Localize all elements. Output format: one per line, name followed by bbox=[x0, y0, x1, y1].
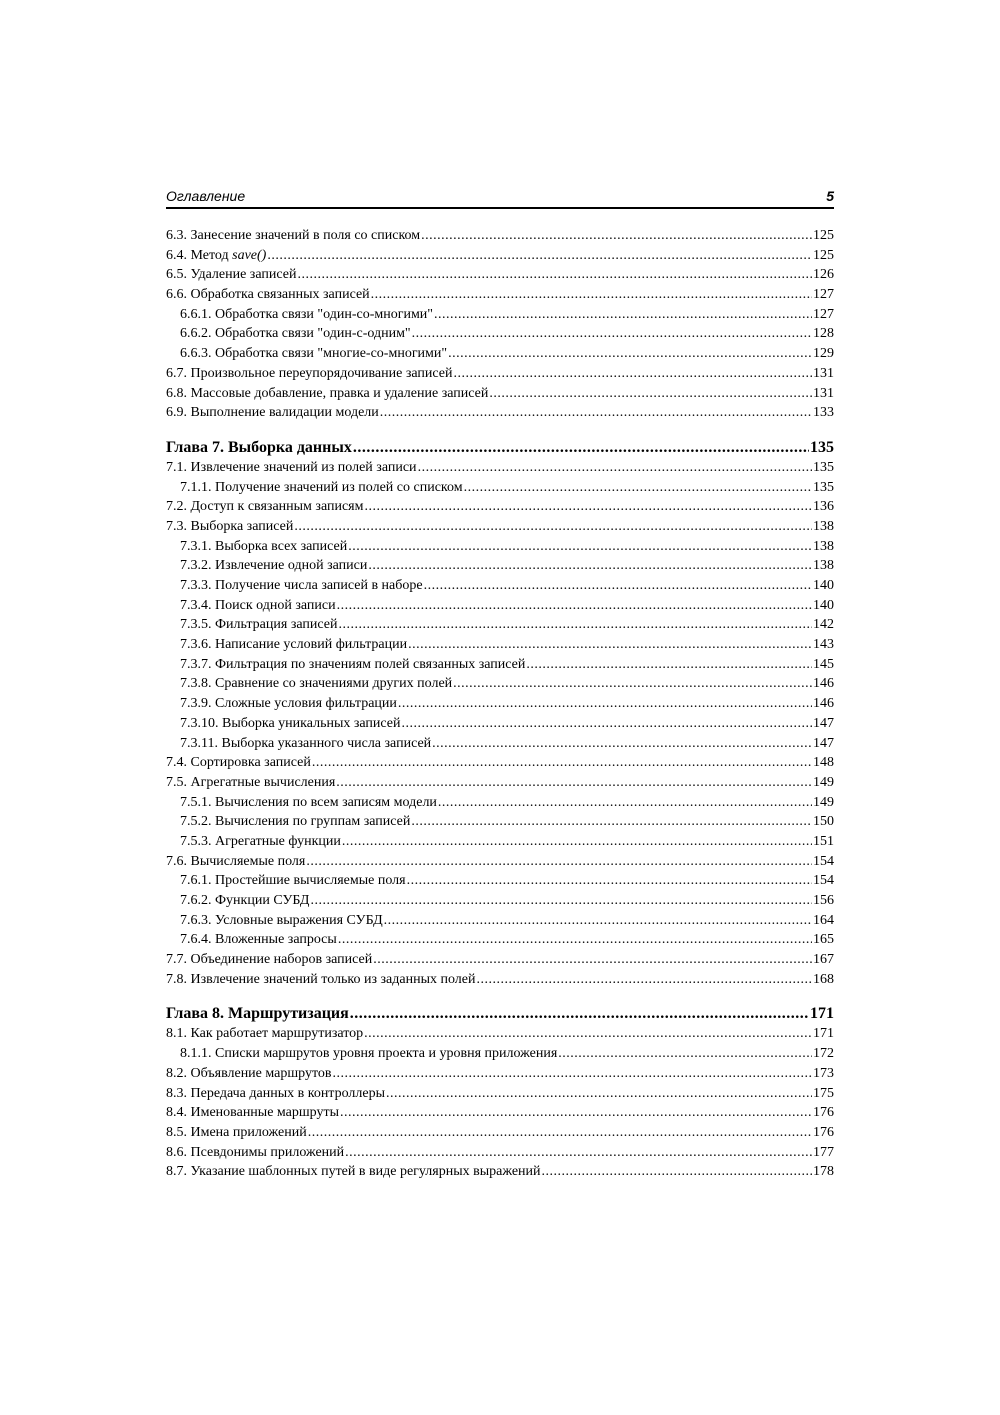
toc-entry-label: 7.3.9. Сложные условия фильтрации bbox=[180, 696, 397, 712]
toc-leader bbox=[476, 970, 812, 990]
toc-entry-page: 176 bbox=[813, 1124, 834, 1140]
toc-entry-page: 142 bbox=[813, 617, 834, 633]
toc-leader bbox=[418, 458, 812, 478]
toc-entry-label: 8.1. Как работает маршрутизатор bbox=[166, 1026, 364, 1042]
toc-entry[interactable] bbox=[166, 305, 834, 325]
toc-entry[interactable] bbox=[166, 403, 834, 423]
toc-entry[interactable] bbox=[166, 1162, 834, 1182]
toc-entry-label: 6.3. Занесение значений в поля со списком bbox=[166, 228, 421, 243]
toc-entry-page: 135 bbox=[813, 479, 834, 495]
toc-entry[interactable] bbox=[166, 384, 834, 404]
toc-entry-page: 177 bbox=[813, 1144, 834, 1160]
toc-entry-label: 7.6.2. Функции СУБД bbox=[180, 893, 310, 908]
toc-entry-label: 7.6.4. Вложенные запросы bbox=[180, 932, 337, 948]
toc-entry-label: 7.1.1. Получение значений из полей со списком bbox=[180, 479, 463, 495]
toc-entry[interactable] bbox=[166, 1103, 834, 1123]
toc-entry-page: 171 bbox=[813, 1026, 834, 1042]
toc-leader bbox=[340, 1103, 812, 1123]
toc-entry-page: 173 bbox=[813, 1065, 834, 1081]
toc-leader bbox=[336, 773, 812, 793]
toc-entry-page: 136 bbox=[813, 499, 834, 515]
toc-entry-label: 7.4. Сортировка записей bbox=[166, 755, 311, 771]
toc-leader bbox=[353, 437, 809, 458]
toc-leader bbox=[526, 655, 812, 675]
toc-leader bbox=[338, 930, 812, 950]
toc-entry-label: 6.9. Выполнение валидации модели bbox=[166, 405, 379, 421]
toc-entry-label: 6.6.1. Обработка связи "один-со-многими" bbox=[180, 306, 434, 322]
toc-leader bbox=[453, 674, 812, 694]
toc-entry-label: 7.5.2. Вычисления по группам записей bbox=[180, 814, 411, 830]
toc-entry[interactable] bbox=[166, 930, 834, 950]
running-header bbox=[166, 187, 834, 209]
toc-entry[interactable] bbox=[166, 674, 834, 694]
toc-entry[interactable] bbox=[166, 1123, 834, 1143]
toc-leader bbox=[448, 344, 812, 364]
toc-leader bbox=[489, 384, 812, 404]
toc-entry[interactable] bbox=[166, 1143, 834, 1163]
toc-entry-label: 7.3.1. Выборка всех записей bbox=[180, 538, 348, 554]
toc-entry[interactable] bbox=[166, 655, 834, 675]
toc-entry-label: 7.3.10. Выборка уникальных записей bbox=[180, 715, 401, 731]
toc-entry-page: 135 bbox=[813, 459, 834, 475]
toc-leader bbox=[542, 1162, 812, 1182]
toc-leader bbox=[371, 285, 812, 305]
toc-entry[interactable] bbox=[166, 753, 834, 773]
toc-entry-page: 138 bbox=[813, 558, 834, 574]
toc-entry[interactable] bbox=[166, 773, 834, 793]
toc-entry[interactable] bbox=[166, 576, 834, 596]
toc-entry-page: 176 bbox=[813, 1105, 834, 1121]
toc-entry-page: 149 bbox=[813, 794, 834, 810]
toc-leader bbox=[310, 891, 812, 911]
toc-entry-page: 147 bbox=[813, 735, 834, 751]
toc-entry-label: 6.5. Удаление записей bbox=[166, 267, 297, 283]
toc-entry-page: 168 bbox=[813, 971, 834, 987]
toc-entry[interactable] bbox=[166, 1024, 834, 1044]
toc-leader bbox=[384, 911, 812, 931]
toc-leader bbox=[342, 832, 812, 852]
toc-entry-label: 8.1.1. Списки маршрутов уровня проекта и уровня приложения bbox=[180, 1046, 558, 1062]
toc-entry-page: 165 bbox=[813, 932, 834, 948]
toc-entry-page: 133 bbox=[813, 405, 834, 421]
toc-leader bbox=[434, 305, 812, 325]
toc-entry-label: 7.5.3. Агрегатные функции bbox=[180, 833, 341, 849]
toc-leader bbox=[338, 615, 812, 635]
toc-leader bbox=[402, 714, 813, 734]
toc-entry-label: 7.2. Доступ к связанным записям bbox=[166, 499, 364, 515]
toc-leader bbox=[306, 852, 812, 872]
toc-entry-page: 150 bbox=[813, 814, 834, 830]
toc-entry[interactable] bbox=[166, 852, 834, 872]
toc-entry[interactable] bbox=[166, 950, 834, 970]
toc-entry[interactable] bbox=[166, 364, 834, 384]
toc-entry-page: 131 bbox=[813, 385, 834, 401]
toc-entry-label: 7.6.1. Простейшие вычисляемые поля bbox=[180, 873, 406, 889]
toc-entry[interactable] bbox=[166, 1084, 834, 1104]
toc-entry-page: 127 bbox=[813, 287, 834, 303]
toc-leader bbox=[345, 1143, 812, 1163]
toc-entry-page: 140 bbox=[813, 578, 834, 593]
toc-entry-label: 7.7. Объединение наборов записей bbox=[166, 952, 373, 968]
toc-leader bbox=[312, 753, 812, 773]
toc-entry-label: 7.6.3. Условные выражения СУБД bbox=[180, 912, 383, 928]
toc-entry-label: 8.7. Указание шаблонных путей в виде регулярных выражений bbox=[166, 1164, 541, 1180]
toc-chapter-label: Глава 8. Маршрутизация bbox=[166, 1005, 349, 1023]
toc-entry-page: 175 bbox=[813, 1085, 834, 1101]
toc-leader bbox=[411, 812, 812, 832]
toc-chapter-8[interactable] bbox=[166, 1003, 834, 1024]
toc-leader bbox=[348, 537, 812, 557]
toc-leader bbox=[364, 1024, 812, 1044]
toc-leader bbox=[267, 246, 812, 266]
toc-leader bbox=[368, 556, 812, 576]
toc-entry-page: 143 bbox=[813, 637, 834, 653]
toc-entry-label: 7.3.3. Получение числа записей в наборе bbox=[180, 578, 423, 593]
toc-entry-label: 7.5.1. Вычисления по всем записям модели bbox=[180, 794, 437, 810]
toc-entry[interactable] bbox=[166, 615, 834, 635]
toc-leader bbox=[297, 265, 812, 285]
toc-entry-label: 7.3.2. Извлечение одной записи bbox=[180, 558, 368, 574]
toc-entry-label: 7.5. Агрегатные вычисления bbox=[166, 774, 336, 790]
toc-leader bbox=[364, 497, 812, 517]
toc-section-6 bbox=[166, 226, 834, 423]
toc-entry-label: 7.6. Вычисляемые поля bbox=[166, 853, 306, 869]
toc-chapter-7[interactable] bbox=[166, 437, 834, 458]
toc-entry-page: 126 bbox=[813, 267, 834, 283]
toc-leader bbox=[380, 403, 812, 423]
toc-leader bbox=[337, 596, 812, 616]
toc-entry-label: 7.3.6. Написание условий фильтрации bbox=[180, 637, 408, 653]
toc-entry-page: 167 bbox=[813, 952, 834, 968]
toc-entry-page: 149 bbox=[813, 774, 834, 790]
toc-entry-page: 145 bbox=[813, 656, 834, 672]
toc-leader bbox=[408, 635, 812, 655]
toc-entry-page: 127 bbox=[813, 306, 834, 322]
toc-entry[interactable] bbox=[166, 694, 834, 714]
toc-entry-label: 6.7. Произвольное переупорядочивание записей bbox=[166, 365, 453, 381]
toc-entry-page: 154 bbox=[813, 853, 834, 869]
toc-entry-page: 131 bbox=[813, 365, 834, 381]
toc-entry[interactable] bbox=[166, 344, 834, 364]
toc-entry[interactable] bbox=[166, 911, 834, 931]
table-of-contents bbox=[166, 226, 834, 1182]
toc-entry-label: 8.4. Именованные маршруты bbox=[166, 1105, 340, 1121]
toc-leader bbox=[424, 576, 812, 596]
toc-entry-label: 6.4. Метод save() bbox=[166, 247, 267, 263]
toc-leader bbox=[398, 694, 812, 714]
toc-leader bbox=[350, 1003, 809, 1024]
toc-entry[interactable] bbox=[166, 970, 834, 990]
toc-entry-page: 164 bbox=[813, 912, 834, 928]
toc-leader bbox=[438, 793, 812, 813]
toc-entry-page: 172 bbox=[813, 1046, 834, 1062]
toc-entry[interactable] bbox=[166, 714, 834, 734]
toc-entry[interactable] bbox=[166, 537, 834, 557]
toc-entry[interactable] bbox=[166, 793, 834, 813]
header-page-number: 5 bbox=[826, 188, 834, 204]
toc-leader bbox=[333, 1064, 812, 1084]
toc-entry[interactable] bbox=[166, 226, 834, 246]
toc-entry-page: 151 bbox=[813, 833, 834, 849]
toc-leader bbox=[308, 1123, 812, 1143]
toc-entry-label: 7.1. Извлечение значений из полей записи bbox=[166, 459, 417, 475]
toc-leader bbox=[407, 871, 812, 891]
toc-leader bbox=[453, 364, 812, 384]
toc-entry-page: 129 bbox=[813, 346, 834, 362]
toc-entry[interactable] bbox=[166, 556, 834, 576]
toc-entry-label: 8.5. Имена приложений bbox=[166, 1124, 307, 1140]
toc-entry-page: 178 bbox=[813, 1164, 834, 1180]
toc-entry-page: 128 bbox=[813, 326, 834, 342]
toc-entry-label: 7.3.5. Фильтрация записей bbox=[180, 617, 338, 633]
toc-entry-page: 125 bbox=[813, 228, 834, 243]
toc-entry[interactable] bbox=[166, 871, 834, 891]
toc-entry[interactable] bbox=[166, 478, 834, 498]
header-title: Оглавление bbox=[166, 188, 246, 204]
toc-entry-label: 6.8. Массовые добавление, правка и удаление записей bbox=[166, 385, 489, 401]
toc-entry-label: 7.3.7. Фильтрация по значениям полей связанных записей bbox=[180, 656, 526, 672]
toc-entry[interactable] bbox=[166, 517, 834, 537]
toc-entry[interactable] bbox=[166, 635, 834, 655]
toc-entry-page: 154 bbox=[813, 873, 834, 889]
toc-entry-label: 8.3. Передача данных в контроллеры bbox=[166, 1085, 386, 1101]
toc-chapter-label: Глава 7. Выборка данных bbox=[166, 438, 352, 456]
toc-leader bbox=[432, 734, 812, 754]
toc-entry-page: 148 bbox=[813, 755, 834, 771]
toc-entry-page: 125 bbox=[813, 247, 834, 263]
toc-entry[interactable] bbox=[166, 596, 834, 616]
toc-entry-page: 146 bbox=[813, 676, 834, 692]
toc-leader bbox=[373, 950, 812, 970]
toc-chapter-page: 135 bbox=[810, 438, 834, 456]
toc-section-7 bbox=[166, 458, 834, 990]
toc-entry[interactable] bbox=[166, 812, 834, 832]
toc-leader bbox=[558, 1044, 812, 1064]
toc-entry-label: 7.8. Извлечение значений только из заданных полей bbox=[166, 971, 476, 987]
toc-entry[interactable] bbox=[166, 285, 834, 305]
toc-entry-page: 138 bbox=[813, 518, 834, 534]
toc-entry[interactable] bbox=[166, 497, 834, 517]
toc-entry-label: 6.6.3. Обработка связи "многие-со-многими" bbox=[180, 346, 448, 362]
toc-leader bbox=[294, 517, 812, 537]
toc-entry-label: 8.2. Объявление маршрутов bbox=[166, 1065, 332, 1081]
toc-entry-page: 138 bbox=[813, 538, 834, 554]
toc-entry-page: 147 bbox=[813, 715, 834, 731]
toc-section-8 bbox=[166, 1024, 834, 1182]
toc-entry[interactable] bbox=[166, 734, 834, 754]
toc-chapter-page: 171 bbox=[810, 1005, 834, 1023]
toc-leader bbox=[464, 478, 812, 498]
toc-entry[interactable] bbox=[166, 891, 834, 911]
toc-entry-label: 7.3.8. Сравнение со значениями других полей bbox=[180, 676, 453, 692]
toc-entry-page: 140 bbox=[813, 597, 834, 613]
toc-entry[interactable] bbox=[166, 265, 834, 285]
toc-entry-label: 7.3.4. Поиск одной записи bbox=[180, 597, 336, 613]
toc-entry[interactable] bbox=[166, 832, 834, 852]
toc-entry-label: 7.3.11. Выборка указанного числа записей bbox=[180, 735, 432, 751]
toc-entry[interactable] bbox=[166, 324, 834, 344]
toc-leader bbox=[412, 324, 812, 344]
toc-leader bbox=[421, 226, 812, 246]
toc-entry-page: 146 bbox=[813, 696, 834, 712]
toc-entry-page: 156 bbox=[813, 893, 834, 908]
toc-entry[interactable] bbox=[166, 1044, 834, 1064]
toc-entry[interactable] bbox=[166, 246, 834, 266]
toc-entry-label: 7.3. Выборка записей bbox=[166, 518, 294, 534]
toc-entry-label: 8.6. Псевдонимы приложений bbox=[166, 1144, 345, 1160]
toc-entry-label: 6.6.2. Обработка связи "один-с-одним" bbox=[180, 326, 411, 342]
toc-entry[interactable] bbox=[166, 1064, 834, 1084]
toc-entry[interactable] bbox=[166, 458, 834, 478]
toc-leader bbox=[386, 1084, 812, 1104]
toc-entry-label: 6.6. Обработка связанных записей bbox=[166, 287, 370, 303]
